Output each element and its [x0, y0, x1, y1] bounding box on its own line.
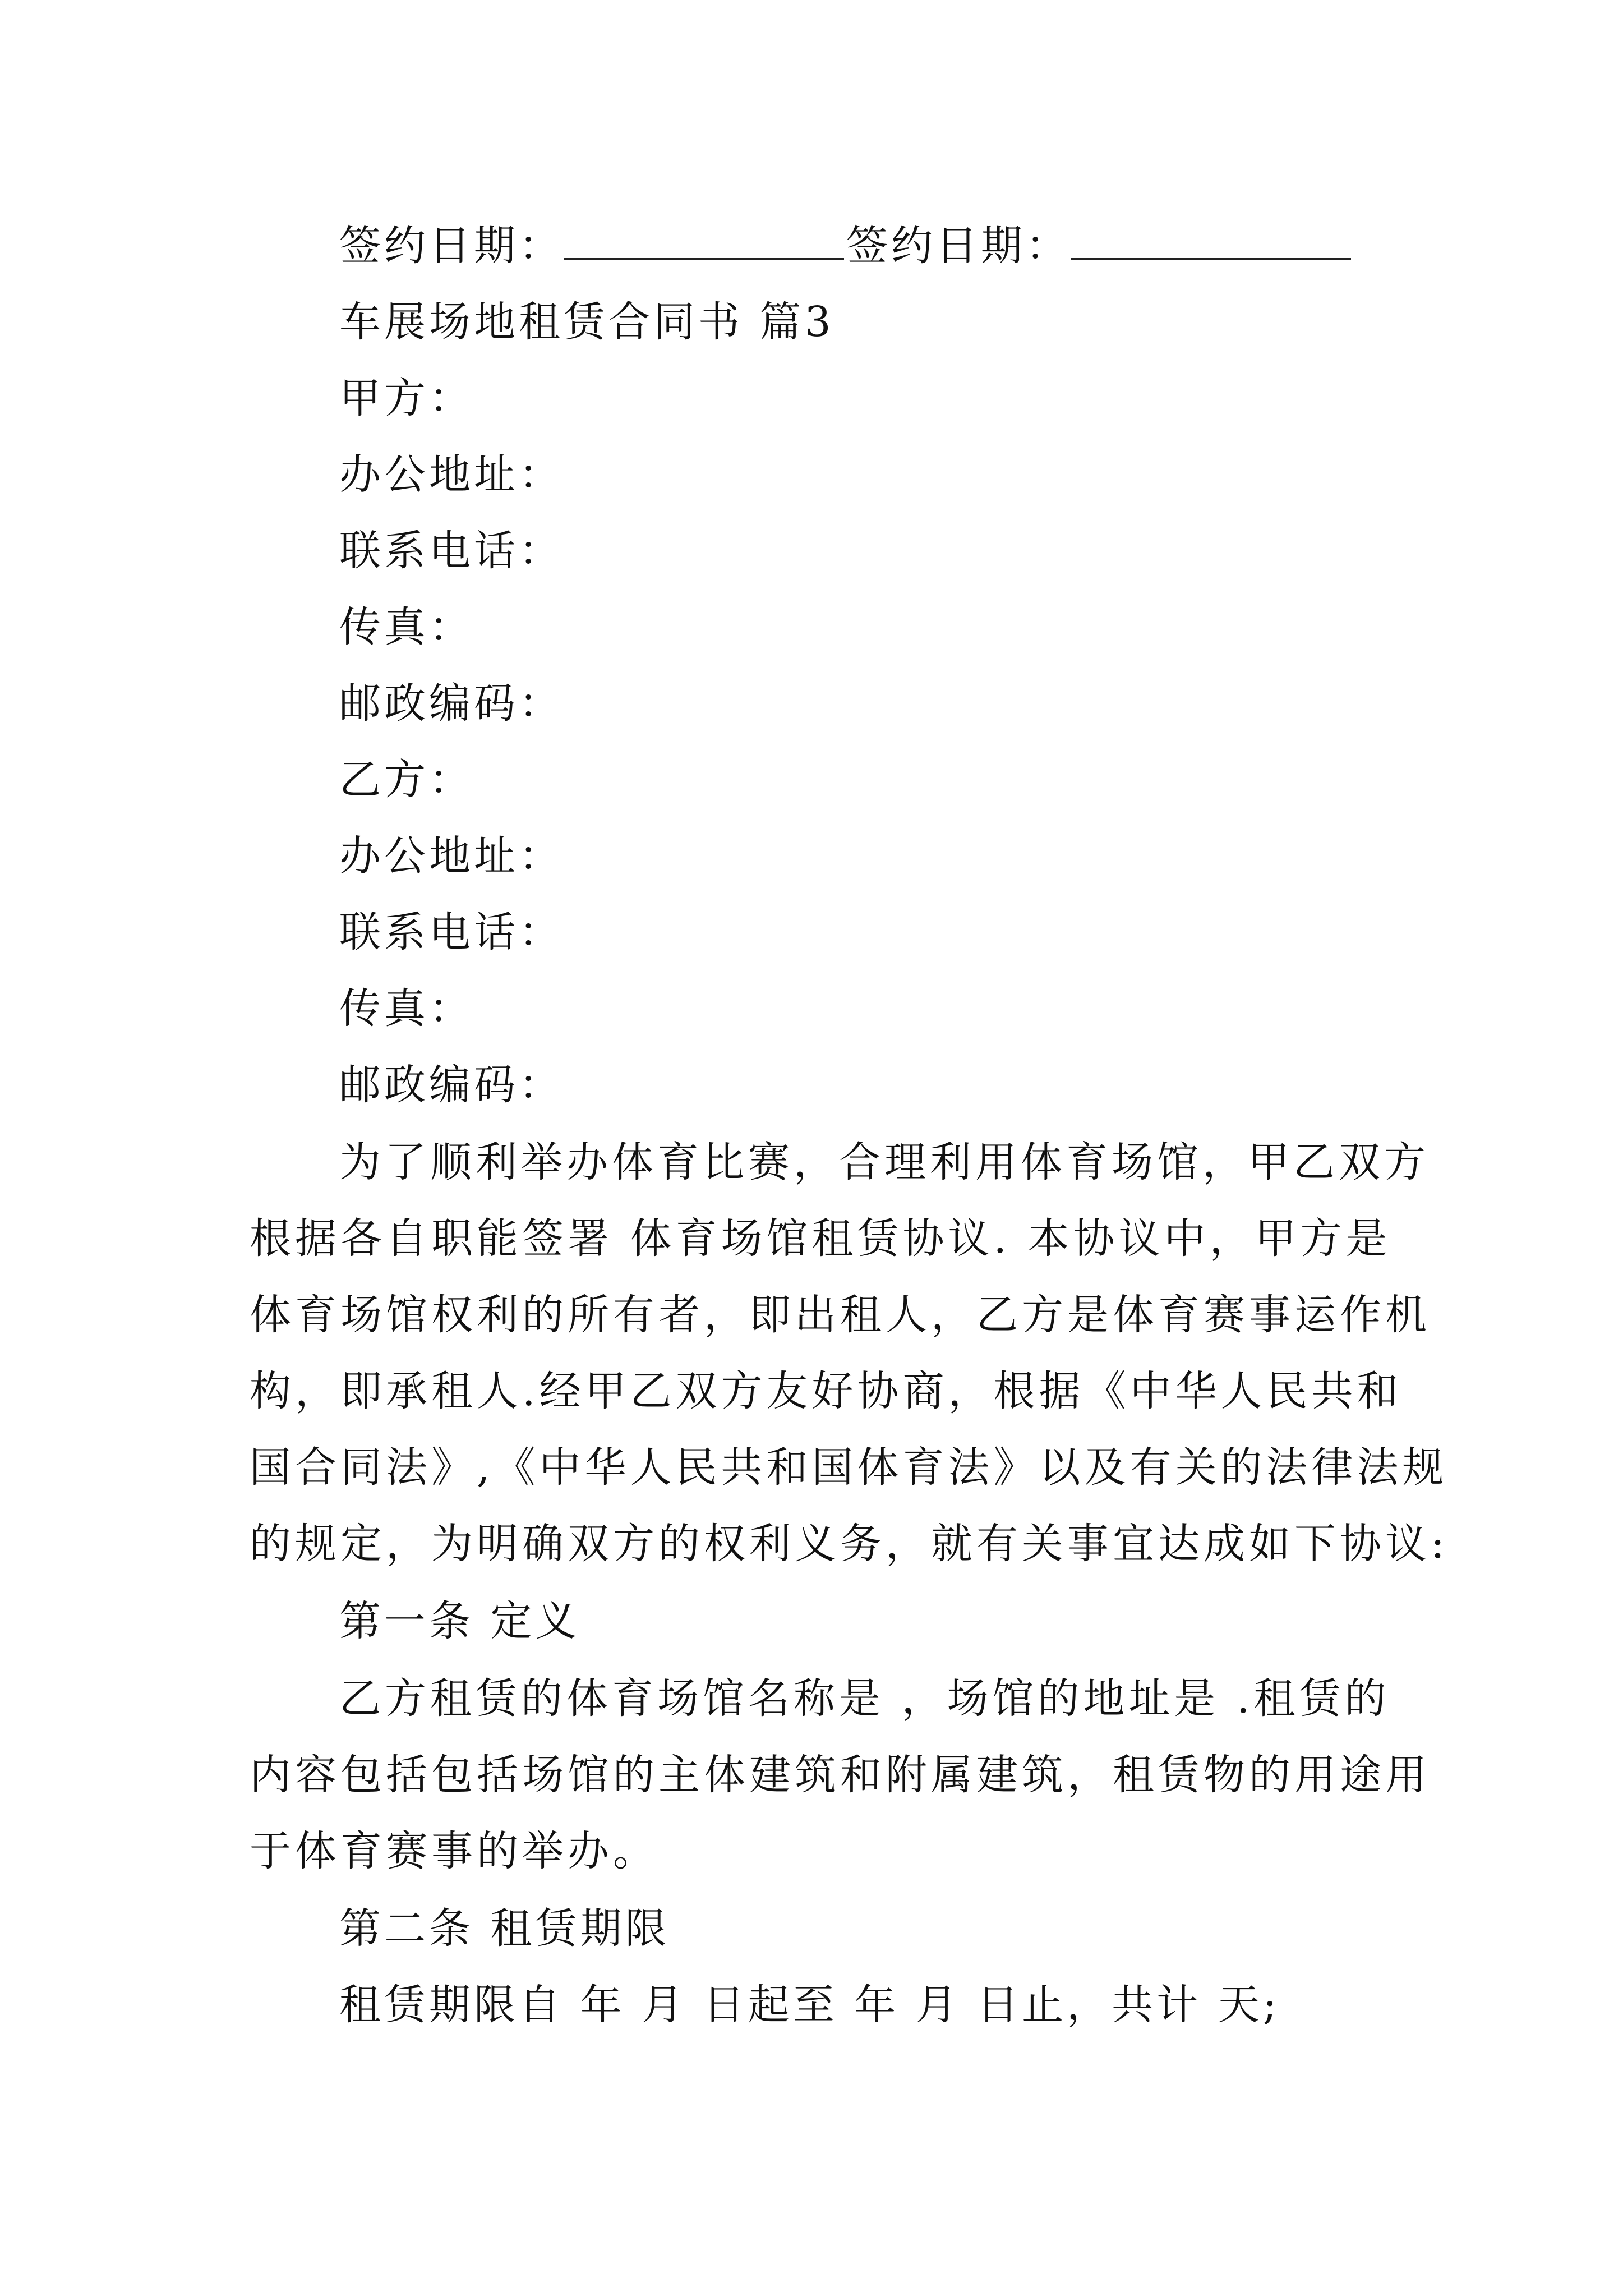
signing-date-label-a: 签约日期：: [339, 222, 564, 270]
article-2-heading: 第二条 租赁期限: [339, 1904, 670, 1953]
intro-line: 体育场馆权利的所有者，即出租人，乙方是体育赛事运作机: [250, 1291, 1431, 1339]
party-b-fax-label: 传真：: [339, 984, 474, 1033]
party-b-phone-label: 联系电话：: [339, 908, 564, 956]
party-a-address-label: 办公地址：: [339, 450, 564, 499]
document-title: 车展场地租赁合同书 篇3: [339, 298, 834, 346]
article-1-line: 乙方租赁的体育场馆名称是 ，场馆的地址是 .租赁的: [339, 1674, 1390, 1723]
party-b-postcode-label: 邮政编码：: [339, 1061, 564, 1109]
signing-date-blank-b: [1071, 219, 1351, 260]
article-1-line: 于体育赛事的举办。: [250, 1827, 658, 1875]
signing-date-line: [339, 218, 1351, 274]
intro-line: 为了顺利举办体育比赛，合理利用体育场馆，甲乙双方: [339, 1138, 1430, 1186]
party-a-phone-label: 联系电话：: [339, 527, 564, 575]
article-2-term-line: 租赁期限自 年 月 日起至 年 月 日止，共计 天;: [339, 1981, 1280, 2029]
party-a-label: 甲方：: [339, 374, 474, 422]
intro-paragraph: [250, 1124, 1449, 1582]
party-a-postcode-label: 邮政编码：: [339, 679, 564, 728]
party-a-fax-label: 传真：: [339, 603, 474, 651]
signing-date-blank-a: [564, 219, 844, 260]
article-1-body: [250, 1660, 1431, 1889]
party-b-address-label: 办公地址：: [339, 832, 564, 880]
party-b-label: 乙方：: [339, 756, 474, 804]
article-1-line: 内容包括包括场馆的主体建筑和附属建筑，租赁物的用途用: [250, 1751, 1431, 1799]
signing-date-label-b: 签约日期：: [846, 222, 1071, 270]
article-1-heading: 第一条 定义: [339, 1597, 580, 1645]
intro-line: 国合同法》,《中华人民共和国体育法》以及有关的法律法规: [250, 1443, 1448, 1492]
intro-line: 的规定，为明确双方的权利义务，就有关事宜达成如下协议:: [250, 1520, 1449, 1568]
intro-line: 根据各自职能签署 体育场馆租赁协议. 本协议中，甲方是: [250, 1214, 1391, 1263]
intro-line: 构，即承租人.经甲乙双方友好协商，根据《中华人民共和: [250, 1367, 1403, 1415]
